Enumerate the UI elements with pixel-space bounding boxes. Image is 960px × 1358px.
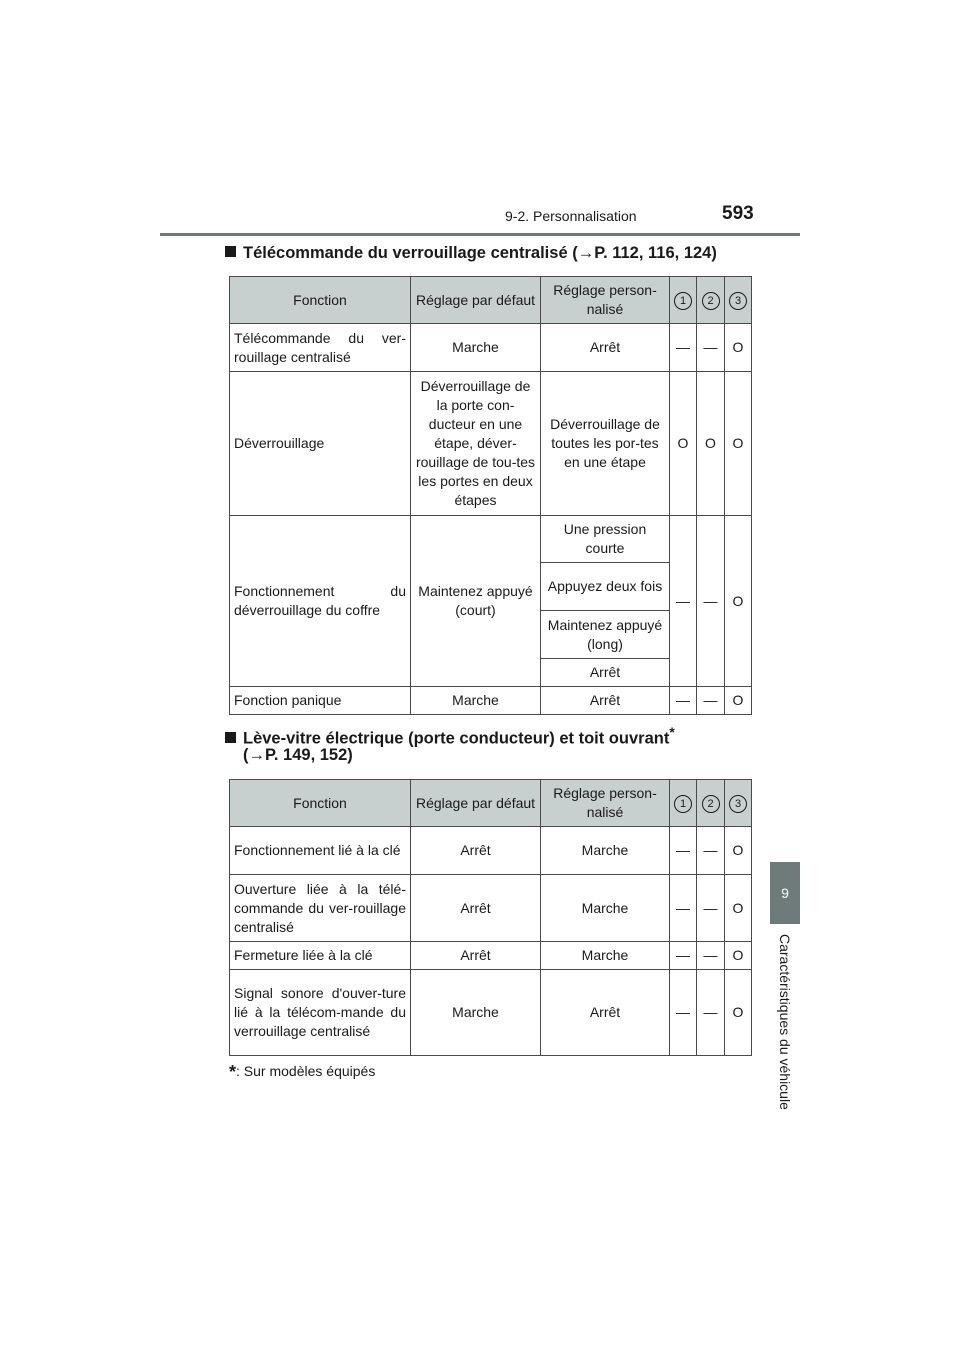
cell-default: Déverrouillage de la porte con-ducteur en une étape, déver-rouillage de tou-tes les portes en deux étapes xyxy=(411,372,541,516)
footnote xyxy=(229,1062,375,1083)
circled-3-icon: 3 xyxy=(729,795,747,813)
cell-c1: — xyxy=(670,970,697,1056)
cell-c1: — xyxy=(670,875,697,942)
section2-title-ref: (→P. 149, 152) xyxy=(243,746,353,764)
col-default: Réglage par défaut xyxy=(411,780,541,827)
section1-heading xyxy=(225,243,717,263)
section1-title: Télécommande du verrouillage centralisé (→P. 112, 116, 124) xyxy=(243,244,717,262)
square-bullet-icon xyxy=(225,732,236,743)
cell-fonction: Fonction panique xyxy=(230,687,411,715)
circled-1-icon: 1 xyxy=(674,795,692,813)
cell-c2: — xyxy=(697,827,725,875)
cell-c1: — xyxy=(670,687,697,715)
cell-c2: O xyxy=(697,372,725,516)
section2-title: Lève-vitre électrique (porte conducteur) et toit ouvrant xyxy=(243,729,670,748)
cell-c3: O xyxy=(725,516,752,687)
cell-c2: — xyxy=(697,687,725,715)
chapter-title: Caractéristiques du véhicule xyxy=(777,934,793,1110)
cell-fonction: Signal sonore d'ouver-ture lié à la télécom-mande du verrouillage centralisé xyxy=(230,970,411,1056)
cell-c2: — xyxy=(697,875,725,942)
col-3 xyxy=(725,780,752,827)
header-rule xyxy=(160,233,800,236)
asterisk-mark: * xyxy=(669,725,675,740)
section1-table xyxy=(229,276,752,715)
cell-fonction: Déverrouillage xyxy=(230,372,411,516)
col-2 xyxy=(697,277,725,324)
table-header-row xyxy=(230,780,752,827)
cell-custom: Marche xyxy=(541,827,670,875)
cell-fonction: Fonctionnement du déverrouillage du coffre xyxy=(230,516,411,687)
circled-1-icon: 1 xyxy=(674,292,692,310)
cell-c3: O xyxy=(725,372,752,516)
col-1 xyxy=(670,780,697,827)
section2-heading xyxy=(225,723,675,749)
cell-default: Marche xyxy=(411,970,541,1056)
cell-fonction: Ouverture liée à la télé-commande du ver-rouillage centralisé xyxy=(230,875,411,942)
chapter-tab[interactable]: 9 xyxy=(770,862,800,924)
footnote-text: : Sur modèles équipés xyxy=(236,1063,376,1079)
cell-custom-option: Arrêt xyxy=(541,659,670,687)
table-row xyxy=(230,687,752,715)
circled-2-icon: 2 xyxy=(702,292,720,310)
col-custom: Réglage person-nalisé xyxy=(541,780,670,827)
cell-fonction: Télécommande du ver-rouillage centralisé xyxy=(230,324,411,372)
cell-custom-option: Une pression courte xyxy=(541,516,670,563)
cell-custom: Déverrouillage de toutes les por-tes en une étape xyxy=(541,372,670,516)
square-bullet-icon xyxy=(225,246,236,257)
col-2 xyxy=(697,780,725,827)
cell-default: Arrêt xyxy=(411,942,541,970)
cell-c3: O xyxy=(725,970,752,1056)
section2-table xyxy=(229,779,752,1056)
cell-custom: Marche xyxy=(541,875,670,942)
col-default: Réglage par défaut xyxy=(411,277,541,324)
cell-c3: O xyxy=(725,687,752,715)
cell-default: Marche xyxy=(411,687,541,715)
table-row xyxy=(230,372,752,516)
cell-c2: — xyxy=(697,324,725,372)
cell-custom: Arrêt xyxy=(541,324,670,372)
cell-custom: Marche xyxy=(541,942,670,970)
cell-custom: Arrêt xyxy=(541,970,670,1056)
col-fonction: Fonction xyxy=(230,780,411,827)
cell-c2: — xyxy=(697,516,725,687)
table-row xyxy=(230,875,752,942)
footnote-asterisk: * xyxy=(229,1062,237,1082)
cell-c1: — xyxy=(670,942,697,970)
cell-c1: — xyxy=(670,516,697,687)
cell-c1: O xyxy=(670,372,697,516)
col-custom: Réglage person-nalisé xyxy=(541,277,670,324)
cell-fonction: Fermeture liée à la clé xyxy=(230,942,411,970)
cell-c3: O xyxy=(725,827,752,875)
cell-custom-option: Maintenez appuyé (long) xyxy=(541,611,670,659)
col-3 xyxy=(725,277,752,324)
cell-default: Marche xyxy=(411,324,541,372)
table-row xyxy=(230,970,752,1056)
cell-fonction: Fonctionnement lié à la clé xyxy=(230,827,411,875)
circled-3-icon: 3 xyxy=(729,292,747,310)
cell-c1: — xyxy=(670,827,697,875)
cell-custom-option: Appuyez deux fois xyxy=(541,563,670,611)
cell-c3: O xyxy=(725,875,752,942)
cell-c1: — xyxy=(670,324,697,372)
cell-c3: O xyxy=(725,942,752,970)
table-header-row xyxy=(230,277,752,324)
section-header: 9-2. Personnalisation xyxy=(505,208,637,224)
cell-default: Arrêt xyxy=(411,875,541,942)
cell-c2: — xyxy=(697,970,725,1056)
table-row xyxy=(230,516,752,563)
col-1 xyxy=(670,277,697,324)
table-row xyxy=(230,942,752,970)
circled-2-icon: 2 xyxy=(702,795,720,813)
cell-default: Arrêt xyxy=(411,827,541,875)
cell-c3: O xyxy=(725,324,752,372)
table-row xyxy=(230,827,752,875)
cell-default: Maintenez appuyé (court) xyxy=(411,516,541,687)
table-row xyxy=(230,324,752,372)
page-number: 593 xyxy=(722,203,754,224)
cell-custom: Arrêt xyxy=(541,687,670,715)
cell-c2: — xyxy=(697,942,725,970)
col-fonction: Fonction xyxy=(230,277,411,324)
